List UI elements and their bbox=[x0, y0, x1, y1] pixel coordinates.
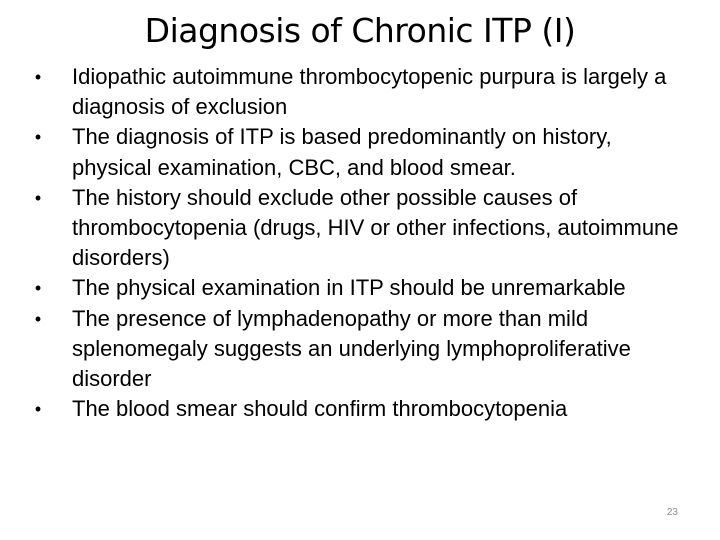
bullet-item bbox=[28, 122, 688, 182]
bullet-icon: • bbox=[34, 278, 42, 299]
bullet-icon: • bbox=[34, 127, 42, 148]
bullet-item bbox=[28, 394, 688, 424]
bullet-item bbox=[28, 62, 688, 122]
bullet-text: The physical examination in ITP should be unremarkable bbox=[72, 275, 626, 301]
bullet-item bbox=[28, 304, 688, 395]
bullet-item bbox=[28, 183, 688, 274]
bullet-item bbox=[28, 273, 688, 303]
bullet-text: The diagnosis of ITP is based predominantly on history, physical examination, CBC, and blood smear. bbox=[72, 124, 612, 180]
bullet-text: Idiopathic autoimmune thrombocytopenic purpura is largely a diagnosis of exclusion bbox=[72, 64, 667, 120]
slide-title: Diagnosis of Chronic ITP (I) bbox=[144, 11, 576, 50]
bullet-icon: • bbox=[34, 308, 42, 329]
bullet-text: The blood smear should confirm thrombocytopenia bbox=[72, 396, 568, 422]
slide-number: 23 bbox=[666, 507, 678, 518]
bullet-list bbox=[28, 62, 688, 424]
bullet-icon: • bbox=[34, 187, 42, 208]
bullet-text: The history should exclude other possible causes of thrombocytopenia (drugs, HIV or other infections, autoimmune disorders) bbox=[72, 184, 679, 271]
bullet-icon: • bbox=[34, 399, 42, 420]
bullet-text: The presence of lymphadenopathy or more than mild splenomegaly suggests an underlying lymphoproliferative disorder bbox=[72, 305, 631, 392]
bullet-icon: • bbox=[34, 67, 42, 87]
